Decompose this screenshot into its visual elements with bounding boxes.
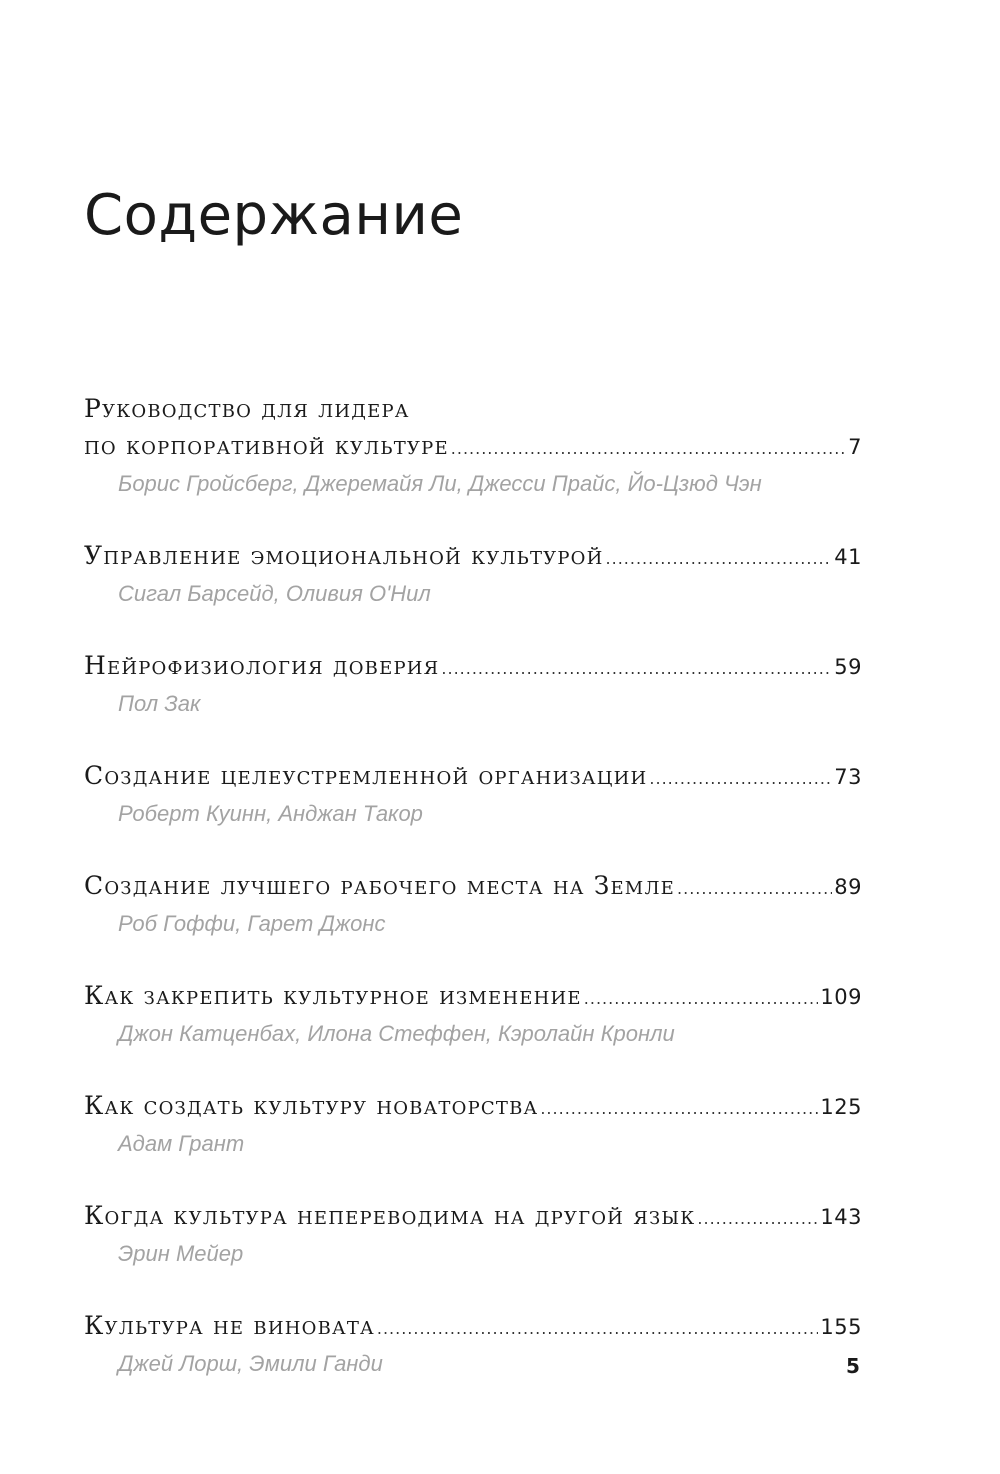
toc-entry-title: Как закрепить культурное изменение — [84, 981, 582, 1010]
toc-page-number: 7 — [848, 435, 862, 459]
toc-entry — [84, 537, 862, 611]
toc-entry — [84, 1197, 862, 1271]
dot-leader — [441, 650, 832, 687]
toc-entry-authors: Борис Гройсберг, Джеремайя Ли, Джесси Прайс, Йо-Цзюд Чэн — [118, 471, 762, 496]
toc-entry — [84, 867, 862, 941]
table-of-contents — [84, 390, 862, 1381]
page-title: Содержание — [84, 183, 464, 248]
toc-entry-title: Как создать культуру новаторства — [84, 1091, 539, 1120]
toc-entry-title-row — [84, 757, 862, 797]
toc-entry-title-row — [84, 427, 862, 467]
toc-entry-title: Создание лучшего рабочего места на Земле — [84, 871, 676, 900]
toc-entry-authors: Пол Зак — [118, 691, 201, 716]
toc-page-number: 143 — [820, 1205, 862, 1229]
toc-entry — [84, 390, 862, 501]
toc-entry-title: Культура не виновата — [84, 1311, 375, 1340]
dot-leader — [377, 1310, 819, 1347]
toc-page-number: 89 — [834, 875, 862, 899]
toc-entry-title-row — [84, 647, 862, 687]
toc-entry-title-row — [84, 977, 862, 1017]
toc-page-number: 41 — [834, 545, 862, 569]
dot-leader — [677, 870, 832, 907]
toc-entry-title-line: Руководство для лидера — [84, 394, 410, 423]
toc-entry-authors: Адам Грант — [118, 1131, 245, 1156]
dot-leader — [451, 430, 846, 467]
toc-page-number: 109 — [820, 985, 862, 1009]
toc-entry-authors: Эрин Мейер — [118, 1241, 244, 1266]
toc-entry-title: по корпоративной культуре — [84, 431, 449, 460]
toc-entry-title: Создание целеустремленной организации — [84, 761, 648, 790]
dot-leader — [584, 980, 819, 1017]
toc-entry-authors: Джон Катценбах, Илона Стеффен, Кэролайн Кронли — [118, 1021, 675, 1046]
toc-entry-authors: Джей Лорш, Эмили Ганди — [118, 1351, 383, 1376]
toc-entry — [84, 647, 862, 721]
toc-entry — [84, 757, 862, 831]
toc-entry-title-row — [84, 867, 862, 907]
toc-page-number: 125 — [820, 1095, 862, 1119]
toc-entry-authors: Роберт Куинн, Анджан Такор — [118, 801, 423, 826]
toc-page-number: 73 — [834, 765, 862, 789]
toc-entry — [84, 1307, 862, 1381]
dot-leader — [697, 1200, 818, 1237]
toc-entry — [84, 977, 862, 1051]
toc-entry-title: Управление эмоциональной культурой — [84, 541, 604, 570]
toc-page-number: 59 — [834, 655, 862, 679]
toc-entry-authors: Роб Гоффи, Гарет Джонс — [118, 911, 386, 936]
dot-leader — [649, 760, 832, 797]
dot-leader — [606, 540, 833, 577]
page-number: 5 — [846, 1354, 860, 1378]
toc-entry-authors: Сигал Барсейд, Оливия О'Нил — [118, 581, 431, 606]
toc-entry-title: Нейрофизиология доверия — [84, 651, 440, 680]
dot-leader — [540, 1090, 818, 1127]
toc-entry-title-row — [84, 1197, 862, 1237]
toc-entry-title-row — [84, 1307, 862, 1347]
toc-entry-title-row — [84, 1087, 862, 1127]
toc-entry-title: Когда культура непереводима на другой язык — [84, 1201, 696, 1230]
toc-entry — [84, 1087, 862, 1161]
toc-entry-title-row — [84, 537, 862, 577]
toc-page-number: 155 — [820, 1315, 862, 1339]
